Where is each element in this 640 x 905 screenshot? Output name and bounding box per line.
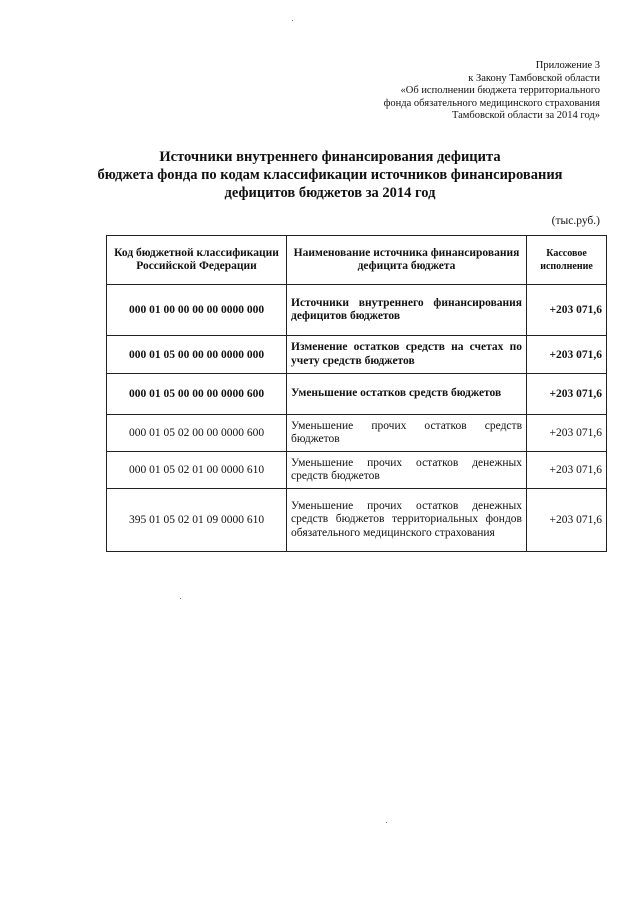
row-amount: +203 071,6 [527, 489, 607, 552]
table-header-row [107, 236, 607, 285]
row-amount: +203 071,6 [527, 415, 607, 452]
appendix-line: «Об исполнении бюджета территориального [400, 85, 600, 96]
row-name: Изменение остатков средств на счетах по учету средств бюджетов [287, 336, 527, 374]
column-header-name: Наименование источника финансирования дефицита бюджета [287, 236, 527, 285]
row-amount: +203 071,6 [527, 336, 607, 374]
units-label: (тыс.руб.) [551, 215, 600, 227]
document-title [60, 148, 600, 202]
row-code: 395 01 05 02 01 09 0000 610 [107, 489, 287, 552]
row-name: Уменьшение прочих остатков средств бюджетов [287, 415, 527, 452]
row-amount: +203 071,6 [527, 452, 607, 489]
row-code: 000 01 00 00 00 00 0000 000 [107, 285, 287, 336]
column-header-amount: Кассовое исполнение [527, 236, 607, 285]
scan-speck [180, 598, 181, 599]
row-name: Уменьшение прочих остатков денежных средств бюджетов территориальных фондов обязательного медицинского страхования [287, 489, 527, 552]
row-name: Источники внутреннего финансирования дефицитов бюджетов [287, 285, 527, 336]
appendix-line: фонда обязательного медицинского страхования [383, 97, 600, 109]
financing-sources-table [106, 235, 607, 552]
appendix-line: Приложение 3 [535, 60, 600, 71]
table-row [107, 489, 607, 552]
title-line: Источники внутреннего финансирования дефицита [159, 149, 501, 165]
table-row [107, 285, 607, 336]
row-code: 000 01 05 00 00 00 0000 000 [107, 336, 287, 374]
row-amount: +203 071,6 [527, 374, 607, 415]
column-header-code: Код бюджетной классификации Российской Федерации [107, 236, 287, 285]
row-code: 000 01 05 00 00 00 0000 600 [107, 374, 287, 415]
appendix-line: Тамбовской области за 2014 год» [451, 110, 600, 121]
row-code: 000 01 05 02 00 00 0000 600 [107, 415, 287, 452]
row-name: Уменьшение остатков средств бюджетов [287, 374, 527, 415]
scan-speck [292, 20, 293, 21]
table-row [107, 415, 607, 452]
row-amount: +203 071,6 [527, 285, 607, 336]
row-name: Уменьшение прочих остатков денежных средств бюджетов [287, 452, 527, 489]
appendix-reference [280, 60, 600, 123]
table-row [107, 374, 607, 415]
title-line: дефицитов бюджетов за 2014 год [224, 185, 436, 201]
row-code: 000 01 05 02 01 00 0000 610 [107, 452, 287, 489]
table-row [107, 452, 607, 489]
title-line: бюджета фонда по кодам классификации источников финансирования [97, 167, 563, 183]
scan-speck [386, 822, 387, 823]
table-row [107, 336, 607, 374]
appendix-line: к Закону Тамбовской области [468, 72, 600, 84]
